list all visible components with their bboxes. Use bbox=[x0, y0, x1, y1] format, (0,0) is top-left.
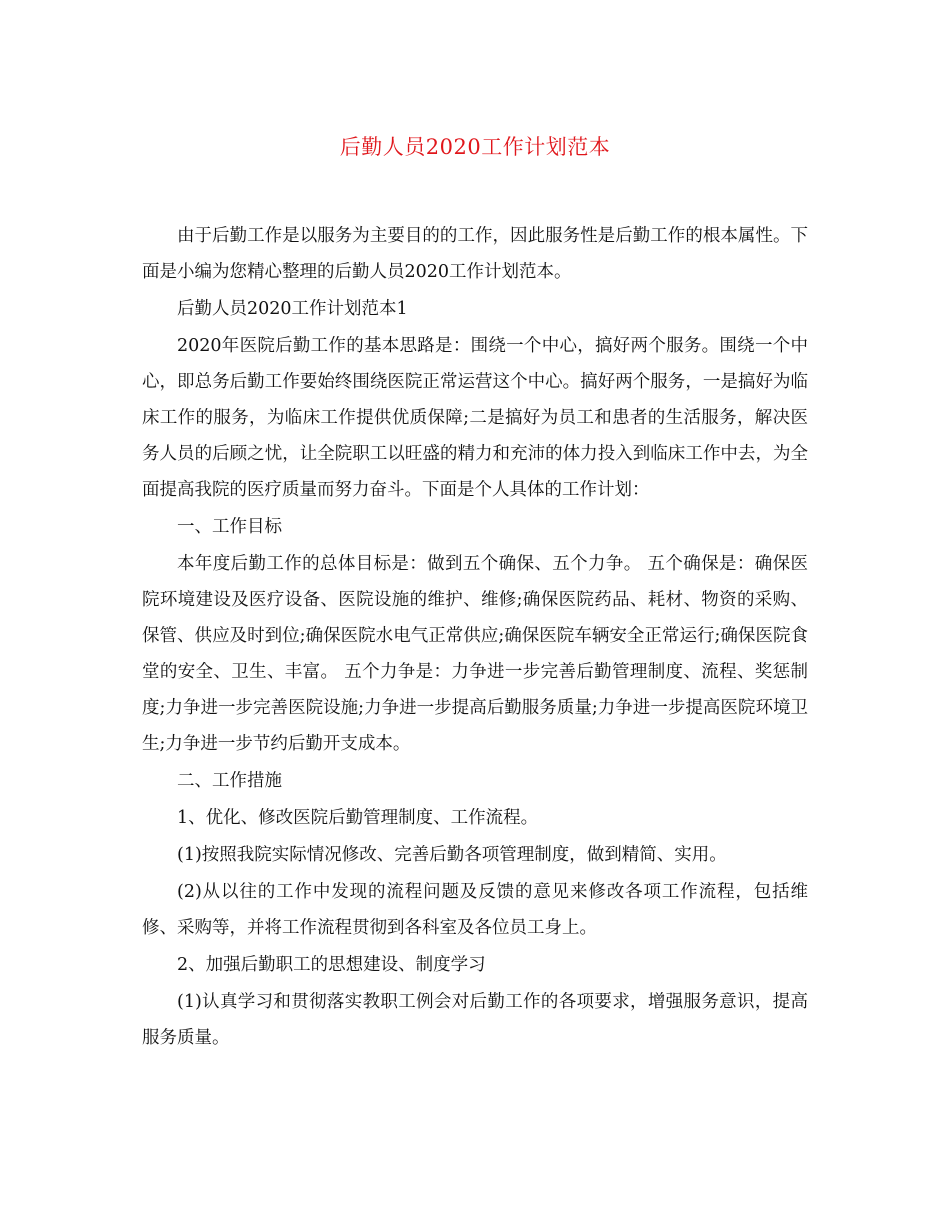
document-title: 后勤人员2020工作计划范本 bbox=[339, 135, 611, 159]
document-body bbox=[142, 218, 808, 1056]
list-item-2-1: (1)认真学习和贯彻落实教职工例会对后勤工作的各项要求，增强服务意识，提高服务质量。 bbox=[142, 992, 808, 1048]
paragraph-intro: 由于后勤工作是以服务为主要目的的工作，因此服务性是后勤工作的根本属性。下面是小编为您精心整理的后勤人员2020工作计划范本。 bbox=[142, 226, 808, 282]
list-item-1-1: (1)按照我院实际情况修改、完善后勤各项管理制度，做到精简、实用。 bbox=[177, 845, 727, 865]
list-item-1: 1、优化、修改医院后勤管理制度、工作流程。 bbox=[177, 808, 539, 828]
section-heading-goals: 一、工作目标 bbox=[177, 517, 282, 537]
paragraph-basic-approach: 2020年医院后勤工作的基本思路是：围绕一个中心，搞好两个服务。围绕一个中心，即总务后勤工作要始终围绕医院正常运营这个中心。搞好两个服务，一是搞好为临床工作的服务，为临床工作提供优质保障;二是搞好为员工和患者的生活服务，解决医务人员的后顾之忧，让全院职工以旺盛的精力和充沛的体力投入到临床工作中去，为全面提高我院的医疗质量而努力奋斗。下面是个人具体的工作计划： bbox=[142, 336, 808, 500]
list-item-2: 2、加强后勤职工的思想建设、制度学习 bbox=[177, 955, 486, 975]
paragraph-subtitle: 后勤人员2020工作计划范本1 bbox=[177, 299, 408, 319]
list-item-1-2: (2)从以往的工作中发现的流程问题及反馈的意见来修改各项工作流程，包括维修、采购等，并将工作流程贯彻到各科室及各位员工身上。 bbox=[142, 882, 808, 938]
paragraph-goals: 本年度后勤工作的总体目标是：做到五个确保、五个力争。 五个确保是：确保医院环境建设及医疗设备、医院设施的维护、维修;确保医院药品、耗材、物资的采购、保管、供应及时到位;确保医院水电气正常供应;确保医院车辆安全正常运行;确保医院食堂的安全、卫生、丰富。 五个力争是：力争进一步完善后勤管理制度、流程、奖惩制度;力争进一步完善医院设施;力争进一步提高后勤服务质量;力争进一步提高医院环境卫生;力争进一步节约后勤开支成本。 bbox=[142, 554, 808, 754]
section-heading-measures: 二、工作措施 bbox=[177, 771, 282, 791]
